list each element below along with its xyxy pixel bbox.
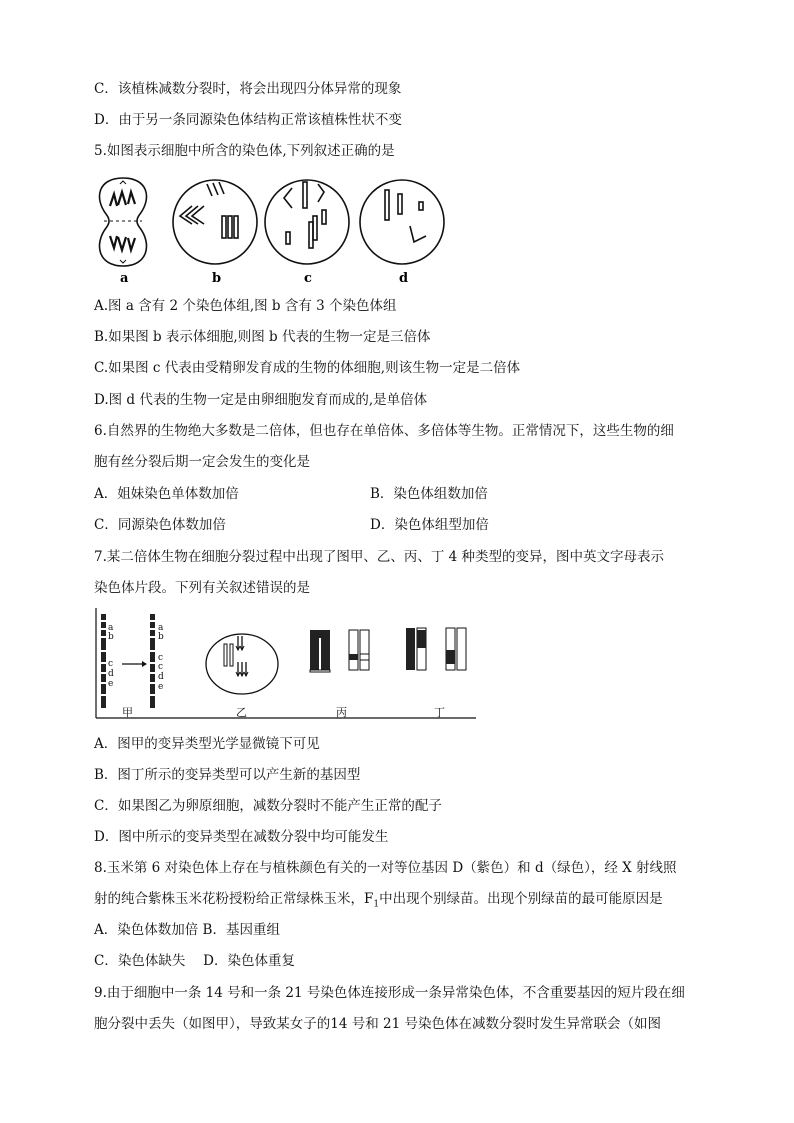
- jia-gene-c3: c: [158, 662, 164, 672]
- figure-5-cells: [92, 172, 452, 290]
- fig5-label-b: b: [212, 271, 222, 286]
- jia-gene-a1: a: [108, 623, 114, 633]
- q8-line2-sub: 1: [373, 899, 380, 910]
- jia-gene-d1: d: [108, 669, 114, 679]
- figure-7-variations: [94, 606, 478, 724]
- fig7-ding: [406, 628, 466, 719]
- question-6-line2: 胞有丝分裂后期一定会发生的变化是: [94, 454, 310, 470]
- q7-option-a: A．图甲的变异类型光学显微镜下可见: [94, 736, 320, 752]
- fig7-label-bing: 丙: [336, 706, 347, 719]
- jia-gene-e2: e: [158, 682, 164, 692]
- question-9-line1: 9.由于细胞中一条 14 号和一条 21 号染色体连接形成一条异常染色体，不含重要基因的短片段在细: [94, 985, 685, 1001]
- q6-option-b: B．染色体组数加倍: [370, 486, 488, 502]
- jia-gene-d2: d: [158, 672, 164, 682]
- q6-option-d: D．染色体组型加倍: [370, 517, 489, 533]
- jia-gene-e1: e: [108, 679, 114, 689]
- q8-line2-pre: 射的纯合紫株玉米花粉授粉给正常绿株玉米，F: [94, 891, 374, 907]
- question-7-line1: 7.某二倍体生物在细胞分裂过程中出现了图甲、乙、丙、丁 4 种类型的变异，图中英文字母表示: [94, 549, 665, 565]
- q5-option-d: D.图 d 代表的生物一定是由卵细胞发育而成的,是单倍体: [94, 392, 428, 408]
- fig7-yi: [206, 634, 278, 719]
- question-8-line1: 8.玉米第 6 对染色体上存在与植株颜色有关的一对等位基因 D（紫色）和 d（绿色），经 X 射线照: [94, 860, 677, 876]
- fig7-jia: [101, 614, 164, 719]
- figure-5-labels: [120, 271, 408, 286]
- question-8-line2: [94, 890, 663, 914]
- option-d-line: D．由于另一条同源染色体结构正常该植株性状不变: [94, 112, 402, 128]
- jia-gene-c1: c: [108, 659, 114, 669]
- q8-options-cd: C．染色体缺失 D．染色体重复: [94, 953, 295, 969]
- q8-options-ab: A．染色体数加倍 B．基因重组: [94, 922, 280, 938]
- fig5-label-c: c: [304, 271, 312, 286]
- question-9-line2: 胞分裂中丢失（如图甲），导致某女子的14 号和 21 号染色体在减数分裂时发生异常联会（如图: [94, 1016, 661, 1032]
- jia-gene-b1: b: [108, 632, 114, 642]
- question-5: 5.如图表示细胞中所含的染色体,下列叙述正确的是: [94, 143, 395, 159]
- q7-option-b: B．图丁所示的变异类型可以产生新的基因型: [94, 767, 361, 783]
- jia-gene-c2: c: [158, 653, 164, 663]
- jia-gene-b2: b: [158, 632, 164, 642]
- fig5-label-a: a: [120, 271, 129, 286]
- q7-option-d: D．图中所示的变异类型在减数分裂中均可能发生: [94, 829, 389, 845]
- q5-option-a: A.图 a 含有 2 个染色体组,图 b 含有 3 个染色体组: [94, 298, 397, 314]
- q6-option-c: C．同源染色体数加倍: [94, 517, 226, 533]
- option-c-line: C．该植株减数分裂时，将会出现四分体异常的现象: [94, 81, 402, 97]
- fig7-bing: [310, 630, 369, 719]
- q5-option-b: B.如果图 b 表示体细胞,则图 b 代表的生物一定是三倍体: [94, 329, 431, 345]
- jia-gene-a2: a: [158, 623, 164, 633]
- fig7-label-ding: 丁: [434, 706, 445, 719]
- question-6-line1: 6.自然界的生物绝大多数是二倍体，但也存在单倍体、多倍体等生物。正常情况下，这些生物的细: [94, 423, 674, 439]
- q8-line2-post: 中出现个别绿苗。出现个别绿苗的最可能原因是: [379, 891, 663, 907]
- q7-option-c: C．如果图乙为卵原细胞，减数分裂时不能产生正常的配子: [94, 798, 442, 814]
- fig7-label-jia: 甲: [122, 706, 133, 719]
- q6-option-a: A．姐妹染色单体数加倍: [94, 486, 239, 502]
- fig7-label-yi: 乙: [236, 706, 247, 719]
- question-7-line2: 染色体片段。下列有关叙述错误的是: [94, 580, 310, 596]
- fig5-label-d: d: [399, 271, 409, 286]
- q5-option-c: C.如果图 c 代表由受精卵发育成的生物的体细胞,则该生物一定是二倍体: [94, 360, 521, 376]
